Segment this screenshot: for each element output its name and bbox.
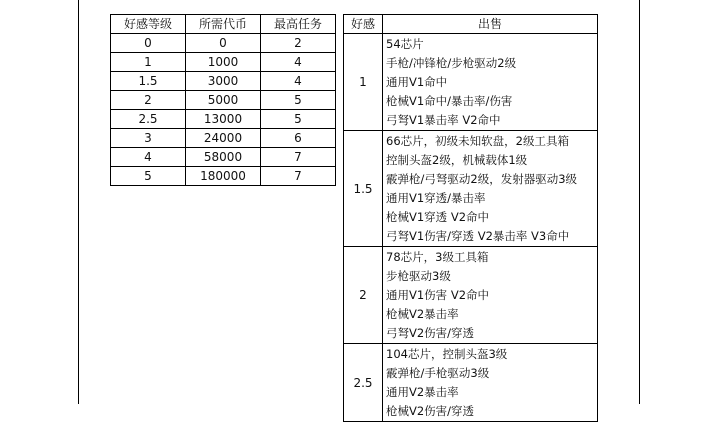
favor-level-cell: 2.5 <box>344 344 383 422</box>
shop-item: 霰弹枪/弓弩驱动2级，发射器驱动3级 <box>386 172 578 186</box>
shop-item: 通用V1命中 <box>386 75 448 89</box>
shop-item: 通用V1穿透/暴击率 <box>386 191 486 205</box>
table-row <box>111 167 336 186</box>
favor-level-cell: 4 <box>111 148 186 167</box>
table-row <box>111 72 336 91</box>
shop-item: 枪械V1穿透 V2命中 <box>386 210 490 224</box>
header-favor-level: 好感等级 <box>111 15 186 34</box>
favor-level-cell: 2 <box>344 247 383 344</box>
page-border-left <box>78 0 79 404</box>
table-row <box>111 53 336 72</box>
table-row <box>111 34 336 53</box>
favor-level-cell: 2.5 <box>111 110 186 129</box>
required-tokens-cell: 180000 <box>186 167 261 186</box>
max-mission-cell: 2 <box>261 34 336 53</box>
shop-items-cell <box>383 344 598 422</box>
required-tokens-cell: 5000 <box>186 91 261 110</box>
page-border-right <box>639 0 640 404</box>
max-mission-cell: 6 <box>261 129 336 148</box>
shop-item: 104芯片，控制头盔3级 <box>386 347 508 361</box>
shop-item: 枪械V2暴击率 <box>386 307 459 321</box>
shop-item: 78芯片，3级工具箱 <box>386 250 489 264</box>
required-tokens-cell: 13000 <box>186 110 261 129</box>
header-max-mission: 最高任务 <box>261 15 336 34</box>
shop-item: 枪械V2伤害/穿透 <box>386 404 475 418</box>
table-row <box>111 129 336 148</box>
max-mission-cell: 5 <box>261 110 336 129</box>
header-for-sale: 出售 <box>383 15 598 34</box>
shop-item: 弓弩V1伤害/穿透 V2暴击率 V3命中 <box>386 229 570 243</box>
shop-group-row <box>344 247 598 344</box>
shop-item: 步枪驱动3级 <box>386 269 451 283</box>
table-row <box>111 91 336 110</box>
favor-level-cell: 0 <box>111 34 186 53</box>
required-tokens-cell: 24000 <box>186 129 261 148</box>
shop-item: 通用V1伤害 V2命中 <box>386 288 490 302</box>
favor-level-cell: 2 <box>111 91 186 110</box>
max-mission-cell: 7 <box>261 148 336 167</box>
shop-group-row <box>344 344 598 422</box>
table-header-row <box>344 15 598 34</box>
favor-level-cell: 1 <box>344 34 383 131</box>
favor-level-cell: 1.5 <box>111 72 186 91</box>
required-tokens-cell: 3000 <box>186 72 261 91</box>
shop-item: 手枪/冲锋枪/步枪驱动2级 <box>386 56 517 70</box>
shop-item: 控制头盔2级，机械载体1级 <box>386 153 528 167</box>
shop-item: 枪械V1命中/暴击率/伤害 <box>386 94 513 108</box>
shop-item: 弓弩V1暴击率 V2命中 <box>386 113 501 127</box>
required-tokens-cell: 0 <box>186 34 261 53</box>
required-tokens-cell: 1000 <box>186 53 261 72</box>
shop-items-cell <box>383 247 598 344</box>
shop-group-row <box>344 34 598 131</box>
favor-level-table <box>110 14 336 186</box>
max-mission-cell: 5 <box>261 91 336 110</box>
max-mission-cell: 4 <box>261 72 336 91</box>
favor-level-cell: 3 <box>111 129 186 148</box>
shop-item: 54芯片 <box>386 37 424 51</box>
shop-items-cell <box>383 131 598 247</box>
table-row <box>111 110 336 129</box>
max-mission-cell: 4 <box>261 53 336 72</box>
header-favor: 好感 <box>344 15 383 34</box>
shop-group-row <box>344 131 598 247</box>
favor-level-cell: 1.5 <box>344 131 383 247</box>
max-mission-cell: 7 <box>261 167 336 186</box>
favor-level-cell: 5 <box>111 167 186 186</box>
shop-item: 霰弹枪/手枪驱动3级 <box>386 366 490 380</box>
header-required-tokens: 所需代币 <box>186 15 261 34</box>
table-header-row <box>111 15 336 34</box>
shop-items-cell <box>383 34 598 131</box>
shop-item: 66芯片，初级未知软盘，2级工具箱 <box>386 134 569 148</box>
shop-item: 通用V2暴击率 <box>386 385 459 399</box>
shop-items-table <box>343 14 598 422</box>
table-row <box>111 148 336 167</box>
required-tokens-cell: 58000 <box>186 148 261 167</box>
favor-level-cell: 1 <box>111 53 186 72</box>
shop-item: 弓弩V2伤害/穿透 <box>386 326 475 340</box>
